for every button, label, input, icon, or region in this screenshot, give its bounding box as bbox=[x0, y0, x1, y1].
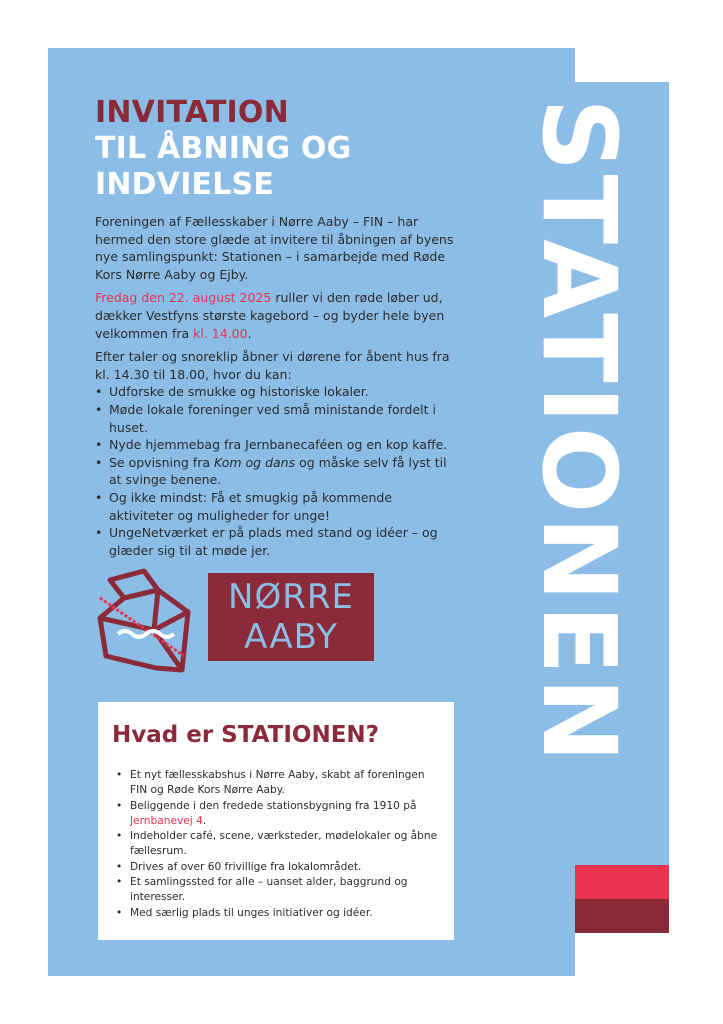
activity-item: • UngeNetværket er på plads med stand og idéer – og glæder sig til at møde jer. bbox=[95, 524, 460, 559]
activity-item: • Nyde hjemmebag fra Jernbanecaféen og en kop kaffe. bbox=[95, 436, 460, 454]
activity-item: • Udforske de smukke og historiske lokaler. bbox=[95, 383, 460, 401]
info-list bbox=[116, 768, 442, 921]
event-time: kl. 14.00 bbox=[193, 325, 248, 341]
info-item: • Et samlingssted for alle – uanset alder, baggrund og interesser. bbox=[116, 875, 442, 906]
activity-item: • Og ikke mindst: Få et smugkig på kommende aktiviteter og muligheder for unge! bbox=[95, 489, 460, 524]
invitation-poster bbox=[48, 48, 669, 976]
info-item: • Et nyt fællesskabshus i Nørre Aaby, skabt af foreningen FIN og Røde Kors Nørre Aaby. bbox=[116, 768, 442, 799]
address: Jernbanevej 4 bbox=[130, 814, 203, 827]
info-item bbox=[116, 799, 442, 830]
info-item: • Med særlig plads til unges initiativer og idéer. bbox=[116, 906, 442, 921]
heading-inauguration: INDVIELSE bbox=[95, 167, 275, 202]
open-house-paragraph: Efter taler og snoreklip åbner vi dørene for åbent hus fra kl. 14.30 til 18.00, hvor du kan: bbox=[95, 349, 450, 382]
activity-item: • Møde lokale foreninger ved små ministande fordelt i huset. bbox=[95, 401, 460, 436]
activity-text: og måske selv få lyst til at svinge benene. bbox=[109, 454, 447, 488]
info-box-title: Hvad er STATIONEN? bbox=[112, 722, 380, 748]
info-item: • Indeholder café, scene, værksteder, mødelokaler og åbne fællesrum. bbox=[116, 829, 442, 860]
info-box bbox=[98, 702, 454, 940]
activity-item bbox=[95, 454, 460, 489]
pink-bar bbox=[575, 865, 669, 899]
info-text: Beliggende i den fredede stationsbygning fra 1910 på bbox=[130, 799, 417, 812]
town-name-line1: NØRRE bbox=[228, 577, 354, 617]
info-text: . bbox=[202, 814, 207, 827]
info-item: • Drives af over 60 frivillige fra lokalområdet. bbox=[116, 860, 442, 875]
activity-list bbox=[95, 383, 460, 559]
event-paragraph bbox=[95, 289, 460, 342]
intro-paragraph: Foreningen af Fællesskaber i Nørre Aaby – FIN – har hermed den store glæde at invitere til åbningen af byens nye samlingspunkt: Stationen – i samarbejde med Røde Kors Nørre Aaby og Ejby. bbox=[95, 214, 454, 282]
heading-opening: TIL ÅBNING OG bbox=[95, 131, 352, 166]
dance-group-name: Kom og dans bbox=[213, 454, 296, 470]
white-bar-bottom bbox=[575, 933, 669, 976]
vertical-title: STATIONEN bbox=[519, 98, 638, 766]
maroon-bar bbox=[575, 899, 669, 933]
event-date: Fredag den 22. august 2025 bbox=[95, 290, 272, 306]
event-text: ruller vi den røde løber ud, dækker Vestfyns største kagebord – og byder hele byen velkommen fra bbox=[95, 290, 445, 341]
main-content bbox=[95, 95, 460, 559]
town-name-line2: AABY bbox=[244, 617, 338, 657]
norre-aaby-name-block bbox=[208, 573, 374, 661]
heading-invitation: INVITATION bbox=[95, 95, 289, 130]
activity-text: Se opvisning fra bbox=[109, 454, 214, 470]
vertical-title-area bbox=[519, 48, 638, 976]
event-text-end: . bbox=[247, 325, 252, 341]
